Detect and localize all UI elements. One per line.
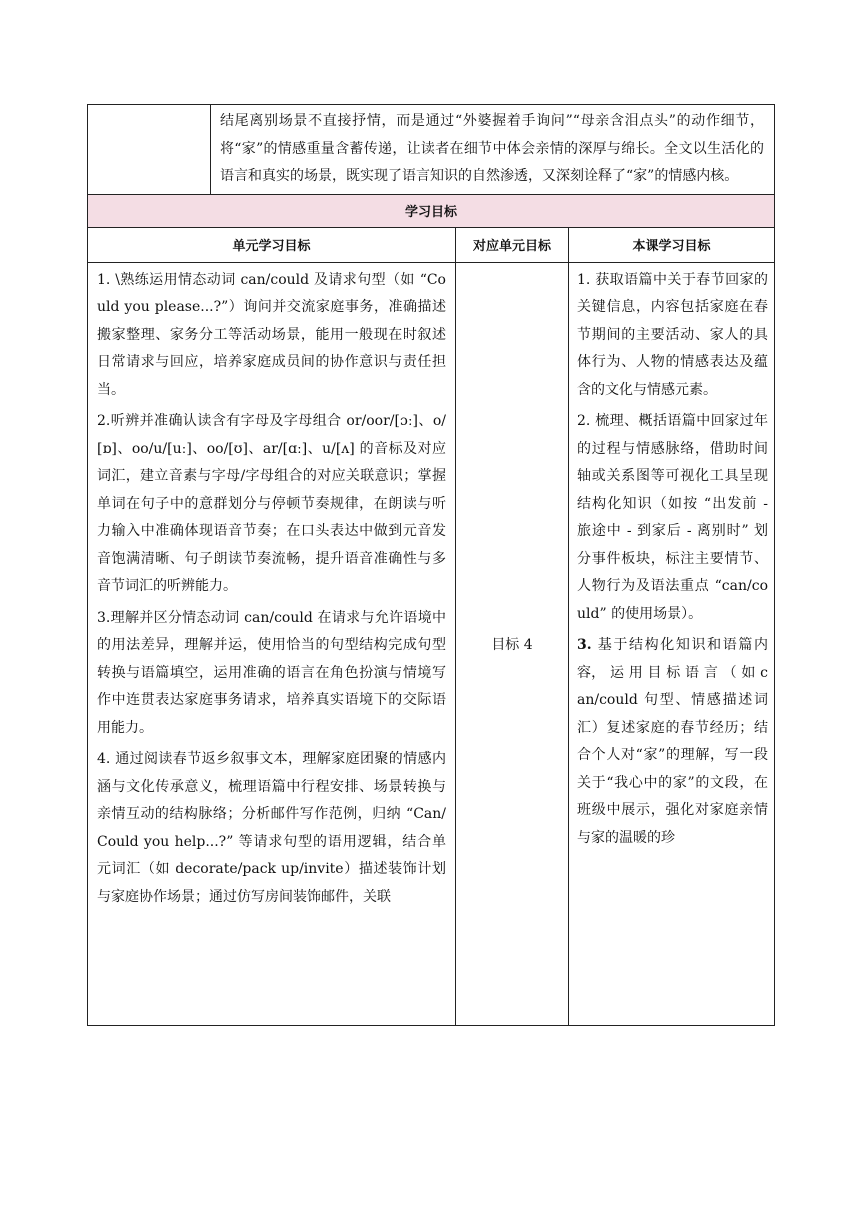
lesson-plan-table xyxy=(87,104,775,1026)
header-matching: 对应单元目标 xyxy=(456,227,569,262)
lesson-goal-text: 获取语篇中关于春节回家的关键信息，内容包括家庭在春节期间的主要活动、家人的具体行为、人物的情感表达及蕴含的文化与情感元素。 xyxy=(577,271,769,398)
header-unit-goals: 单元学习目标 xyxy=(88,227,456,262)
section-header-row xyxy=(88,194,775,227)
lesson-goals-cell xyxy=(569,262,775,1025)
unit-goal-item: 2.听辨并准确认读含有字母及字母组合 or/oor/[ɔː]、o/[ɒ]、oo/u/[uː]、oo/[ʊ]、ar/[ɑː]、u/[ʌ] 的音标及对应词汇，建立音素与字母/字母组合的对应关联意识；掌握单词在句子中的意群划分与停顿节奏规律，在朗读与听力输入中准确体现语音节奏；在口头表达中做到元音发音饱满清晰、句子朗读节奏流畅，提升语音准确性与多音节词汇的听辨能力。 xyxy=(97,413,446,594)
intro-label-cell xyxy=(88,105,211,195)
intro-row xyxy=(88,105,775,195)
lesson-goal-number: 2. xyxy=(577,413,591,429)
lesson-goal-number: 1. xyxy=(577,271,591,288)
intro-text: 结尾离别场景不直接抒情，而是通过“外婆握着手询问”“母亲含泪点头”的动作细节，将“家”的情感重量含蓄传递，让读者在细节中体会亲情的深厚与绵长。全文以生活化的语言和真实的场景，既实现了语言知识的自然渗透，又深刻诠释了“家”的情感内核。 xyxy=(211,105,775,195)
lesson-goal-text: 梳理、概括语篇中回家过年的过程与情感脉络，借助时间轴或关系图等可视化工具呈现结构化知识（如按 “出发前 - 旅途中 - 到家后 - 离别时” 划分事件板块，标注主要情节、人物行为及语法重点 “can/could” 的使用场景）。 xyxy=(577,413,769,622)
lesson-goal-text: 基于结构化知识和语篇内容， 运 用 目 标 语 言 （ 如 can/could 句型、情感描述词汇）复述家庭的春节经历；结合个人对“家”的理解，写一段关于“我心中的家”的文段，在班级中展示，强化对家庭亲情与家的温暖的珍 xyxy=(577,637,769,846)
unit-goal-item: 3.理解并区分情态动词 can/could 在请求与允许语境中的用法差异，理解并运，使用恰当的句型结构完成句型转换与语篇填空，运用准确的语言在角色扮演与情境写作中连贯表达家庭事务请求，培养真实语境下的交际语用能力。 xyxy=(97,609,446,736)
unit-goal-item: 1. \熟练运用情态动词 can/could 及请求句型（如 “Could you please...?”）询问并交流家庭事务，准确描述搬家整理、家务分工等活动场景，能用一般现在时叙述日常请求与回应，培养家庭成员间的协作意识与责任担当。 xyxy=(97,271,446,398)
section-title: 学习目标 xyxy=(88,194,775,227)
lesson-goal-item xyxy=(577,408,768,628)
unit-goal-item: 4. 通过阅读春节返乡叙事文本，理解家庭团聚的情感内涵与文化传承意义，梳理语篇中行程安排、场景转换与亲情互动的结构脉络；分析邮件写作范例，归纳 “Can/Could you help...?” 等请求句型的语用逻辑，结合单元词汇（如 decorate/pack up/invite）描述装饰计划与家庭协作场景；通过仿写房间装饰邮件，关联 xyxy=(97,751,446,905)
goals-row xyxy=(88,262,775,1025)
lesson-goal-item xyxy=(577,632,768,852)
column-header-row xyxy=(88,227,775,262)
lesson-goals-list xyxy=(569,263,774,1025)
unit-goals-list xyxy=(88,263,455,1025)
matching-target: 目标 4 xyxy=(456,262,569,1025)
lesson-goal-item xyxy=(577,267,768,405)
unit-goals-cell xyxy=(88,262,456,1025)
header-lesson-goals: 本课学习目标 xyxy=(569,227,775,262)
lesson-goal-number: 3. xyxy=(577,637,592,653)
